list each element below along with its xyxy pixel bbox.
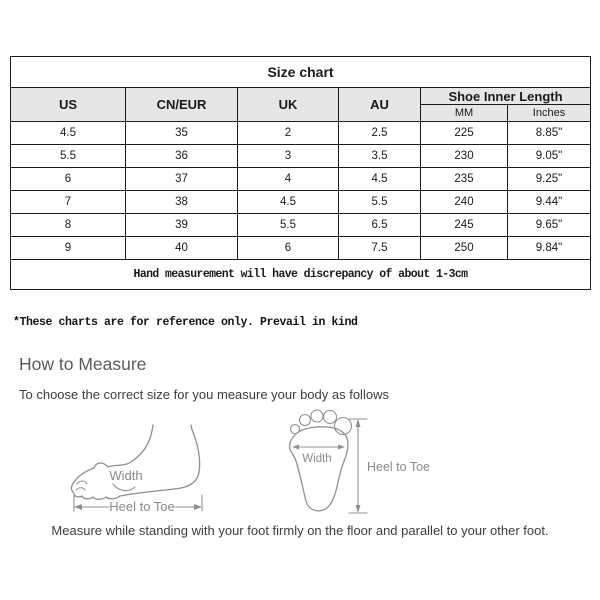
size-cell: 3 (238, 145, 339, 168)
arrowhead-up (356, 419, 361, 427)
size-cell: 230 (421, 145, 508, 168)
size-cell: 8 (11, 214, 126, 237)
ball-arc (113, 484, 135, 491)
size-cell: 240 (421, 191, 508, 214)
size-cell: 5.5 (11, 145, 126, 168)
size-cell: 40 (126, 237, 238, 260)
toe-circle (300, 415, 311, 426)
size-cell: 37 (126, 168, 238, 191)
size-cell: 6 (238, 237, 339, 260)
top-view-foot-diagram (283, 405, 458, 525)
size-cell: 8.85" (508, 122, 591, 145)
size-chart-table (10, 56, 591, 290)
arrowhead-left (292, 445, 299, 450)
table-footnote-row (11, 260, 591, 290)
size-cell: 9 (11, 237, 126, 260)
arrowhead-down (356, 505, 361, 513)
size-cell: 7 (11, 191, 126, 214)
toe-detail (77, 481, 87, 484)
size-cell: 3.5 (339, 145, 421, 168)
arrowhead-right (338, 445, 345, 450)
table-header-row (11, 88, 591, 105)
how-to-measure-intro: To choose the correct size for you measure your body as follows (19, 387, 389, 402)
size-cell: 6.5 (339, 214, 421, 237)
col-header-us: US (11, 88, 126, 122)
size-cell: 9.65" (508, 214, 591, 237)
size-cell: 2 (238, 122, 339, 145)
size-cell: 36 (126, 145, 238, 168)
size-cell: 2.5 (339, 122, 421, 145)
table-row (11, 214, 591, 237)
col-header-uk: UK (238, 88, 339, 122)
size-cell: 9.25" (508, 168, 591, 191)
size-cell: 4.5 (238, 191, 339, 214)
size-cell: 9.44" (508, 191, 591, 214)
width-label: Width (302, 453, 332, 465)
size-cell: 5.5 (238, 214, 339, 237)
heel-to-toe-label: Heel to Toe (367, 460, 431, 474)
col-header-inches: Inches (508, 105, 591, 122)
col-header-au: AU (339, 88, 421, 122)
reference-note: *These charts are for reference only. Prevail in kind (13, 316, 358, 329)
table-footnote: Hand measurement will have discrepancy of about 1-3cm (11, 260, 591, 290)
size-cell: 5.5 (339, 191, 421, 214)
size-cell: 39 (126, 214, 238, 237)
size-cell: 4.5 (339, 168, 421, 191)
size-cell: 235 (421, 168, 508, 191)
table-title-row (11, 57, 591, 88)
side-view-foot-diagram (55, 400, 245, 525)
size-cell: 6 (11, 168, 126, 191)
arrowhead-left (74, 504, 82, 510)
table-row (11, 168, 591, 191)
size-cell: 250 (421, 237, 508, 260)
size-cell: 7.5 (339, 237, 421, 260)
how-to-measure-heading: How to Measure (19, 354, 147, 374)
size-cell: 245 (421, 214, 508, 237)
col-header-inner-length: Shoe Inner Length (421, 88, 591, 105)
width-label: Width (109, 468, 143, 483)
heel-to-toe-label: Heel to Toe (109, 499, 175, 514)
toe-detail (76, 488, 85, 490)
table-row (11, 122, 591, 145)
col-header-cn-eur: CN/EUR (126, 88, 238, 122)
size-cell: 9.84" (508, 237, 591, 260)
table-row (11, 191, 591, 214)
size-cell: 9.05" (508, 145, 591, 168)
toe-circle (324, 411, 337, 424)
size-cell: 4.5 (11, 122, 126, 145)
size-cell: 225 (421, 122, 508, 145)
toe-circle (311, 410, 323, 422)
col-header-mm: MM (421, 105, 508, 122)
arrowhead-right (194, 504, 202, 510)
measure-caption: Measure while standing with your foot firmly on the floor and parallel to your other foot. (51, 523, 549, 538)
table-row (11, 237, 591, 260)
foot-outline (71, 425, 199, 499)
size-cell: 4 (238, 168, 339, 191)
size-cell: 38 (126, 191, 238, 214)
size-cell: 35 (126, 122, 238, 145)
table-row (11, 145, 591, 168)
size-chart-title: Size chart (11, 57, 591, 88)
footprint-outline (290, 427, 348, 511)
